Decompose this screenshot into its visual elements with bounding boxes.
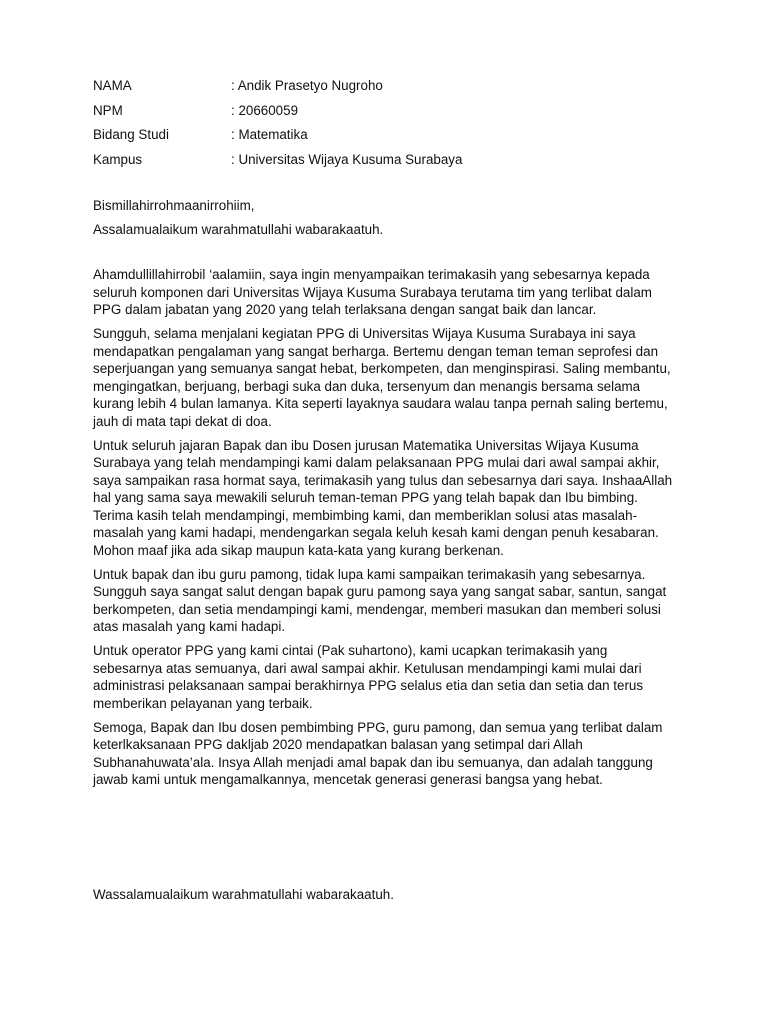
letter-body xyxy=(93,266,675,795)
basmalah-line: Bismillahirrohmaanirrohiim, xyxy=(93,198,255,213)
name-label: NAMA xyxy=(93,78,132,93)
field-of-study-label: Bidang Studi xyxy=(93,127,169,142)
npm-label: NPM xyxy=(93,102,123,118)
paragraph-operator: Untuk operator PPG yang kami cintai (Pak suhartono), kami ucapkan terimakasih yang sebesarnya atas semuanya, dari awal sampai akhir. Ketulusan mendampingi kami mulai dari administrasi pelaksanaan sampai berakhirnya PPG selalus etia dan setia dan setia dan terus memberikan pelayanan yang terbaik. xyxy=(93,643,644,711)
paragraph-lecturers: Untuk seluruh jajaran Bapak dan ibu Dosen jurusan Matematika Universitas Wijaya Kusuma Surabaya yang telah mendampingi kami dalam pelaksanaan PPG mulai dari awal sampai akhir, saya sampaikan rasa hormat saya, terimakasih yang tulus dan sebesarnya dari saya. InshaaAllah hal yang sama saya mewakili seluruh teman-teman PPG yang telah bapak dan Ibu bimbing. Terima kasih telah mendampingi, membimbing kami, dan memberiklan solusi atas masalah-masalah yang kami hadapi, mendengarkan segala keluh kesah kami dengan penuh kesabaran. Mohon maaf jika ada sikap maupun kata-kata yang kurang berkenan. xyxy=(93,437,673,558)
identity-row-campus xyxy=(93,151,693,176)
name-value: : Andik Prasetyo Nugroho xyxy=(231,78,383,93)
campus-label: Kampus xyxy=(93,151,143,167)
salam-line: Assalamualaikum warahmatullahi wabarakaatuh. xyxy=(93,222,384,237)
closing-salam: Wassalamualaikum warahmatullahi wabarakaatuh. xyxy=(93,887,394,902)
paragraph-gratitude: Ahamdullillahirrobil ‘aalamiin, saya ingin menyampaikan terimakasih yang sebesarnya kepada seluruh komponen dari Universitas Wijaya Kusuma Surabaya terutama tim yang terlibat dalam PPG dalam jabatan yang 2020 yang telah terlaksana dengan sangat baik dan lancar. xyxy=(93,267,652,317)
paragraph-mentor-teachers: Untuk bapak dan ibu guru pamong, tidak lupa kami sampaikan terimakasih yang sebesarnya. Sungguh saya sangat salut dengan bapak guru pamong saya yang sangat sabar, santun, sangat berkompeten, dan setia mendampingi kami, mendengar, memberi masukan dan memberi solusi atas masalah yang kami hadapi. xyxy=(93,566,667,634)
identity-row-npm xyxy=(93,102,693,127)
campus-value: : Universitas Wijaya Kusuma Surabaya xyxy=(231,151,463,167)
identity-row-name xyxy=(93,77,693,102)
paragraph-prayer: Semoga, Bapak dan Ibu dosen pembimbing PPG, guru pamong, dan semua yang terlibat dalam keterlkaksanaan PPG dakljab 2020 mendapatkan balasan yang setimpal dari Allah Subhanahuwata’ala. Insya Allah menjadi amal bapak dan ibu semuanya, dan adalah tanggung jawab kami untuk mengamalkannya, mencetak generasi generasi bangsa yang hebat. xyxy=(93,719,663,787)
identity-block xyxy=(93,77,693,175)
npm-value: : 20660059 xyxy=(231,102,299,118)
field-of-study-value: : Matematika xyxy=(231,127,308,142)
paragraph-experience: Sungguh, selama menjalani kegiatan PPG di Universitas Wijaya Kusuma Surabaya ini saya mendapatkan pengalaman yang sangat berharga. Bertemu dengan teman teman seprofesi dan seperjuangan yang semuanya sangat hebat, berkompeten, dan menginspirasi. Saling membantu, mengingatkan, berjuang, berbagi suka dan duka, tersenyum dan menangis bersama selama kurang lebih 4 bulan lamanya. Kita seperti layaknya saudara walau tanpa pernah saling bertemu, jauh di mata tapi dekat di doa. xyxy=(93,326,671,429)
opening-greeting xyxy=(93,197,693,245)
identity-row-field xyxy=(93,126,693,151)
